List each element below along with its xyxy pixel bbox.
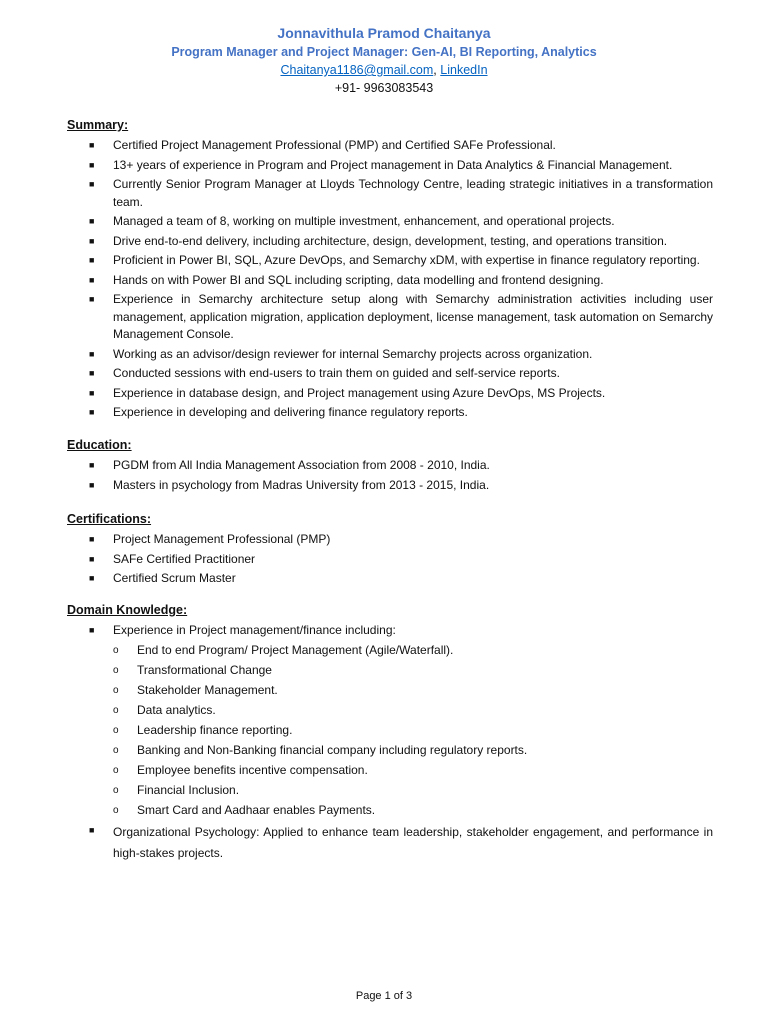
list-item: ■ Currently Senior Program Manager at Lloyds Technology Centre, leading strategic initiatives in a transformation team. [89,177,713,209]
list-item: ■ Certified Scrum Master [67,570,713,588]
circle-bullet-icon: o [113,764,119,776]
education-section [67,437,713,496]
bullet-icon: ■ [89,553,95,564]
list-item: ■ Proficient in Power BI, SQL, Azure DevOps, and Semarchy xDM, with expertise in finance regulatory reporting. [67,252,713,270]
certifications-section [67,511,713,590]
bullet-icon: ■ [89,235,95,246]
circle-bullet-icon: o [113,744,119,756]
list-item: ■ PGDM from All India Management Association from 2008 - 2010, India. [67,457,713,475]
list-item: ■ Masters in psychology from Madras University from 2013 - 2015, India. [67,477,713,495]
circle-bullet-icon: o [113,664,119,676]
bullet-icon: ■ [89,460,95,470]
candidate-title: Program Manager and Project Manager: Gen-AI, BI Reporting, Analytics [171,45,597,59]
circle-bullet-icon: o [113,704,119,716]
bullet-icon: ■ [89,179,95,189]
resume-header [0,25,768,97]
list-item: ■ Organizational Psychology: Applied to enhance team leadership, stakeholder engagement, and performance in high-stakes projects. [67,822,713,864]
candidate-name: Jonnavithula Pramod Chaitanya [277,25,491,41]
list-item: ■ Drive end-to-end delivery, including architecture, design, development, testing, and operations transition. [67,233,713,251]
circle-bullet-icon: o [113,804,119,816]
bullet-icon: ■ [89,625,95,635]
circle-bullet-icon: o [113,724,119,736]
bullet-icon: ■ [89,294,95,304]
bullet-icon: ■ [89,479,95,490]
list-item: ■ Experience in developing and delivering finance regulatory reports. [67,404,713,422]
bullet-icon: ■ [89,407,95,417]
sub-list-item: o End to end Program/ Project Management (Agile/Waterfall). [67,642,713,660]
circle-bullet-icon: o [113,784,119,796]
bullet-icon: ■ [89,368,95,378]
email-link[interactable]: Chaitanya1186@gmail.com [280,63,434,77]
bullet-icon: ■ [89,573,95,583]
list-item: ■ Certified Project Management Professional (PMP) and Certified SAFe Professional. [67,137,713,155]
summary-list [67,137,713,422]
bullet-icon: ■ [89,387,95,398]
certifications-list [67,531,713,588]
sub-list-item: o Smart Card and Aadhaar enables Payments. [67,802,713,820]
sub-list-item: o Leadership finance reporting. [67,722,713,740]
list-item: ■ Working as an advisor/design reviewer for internal Semarchy projects across organization. [67,346,713,364]
bullet-icon: ■ [89,216,95,226]
domain-knowledge-section [67,602,713,866]
bullet-icon: ■ [89,274,95,285]
page-number: Page 1 of 3 [355,990,413,1002]
list-item: ■ Project Management Professional (PMP) [67,531,713,549]
list-item: ■ Experience in Project management/finance including: [67,622,713,640]
bullet-icon: ■ [89,159,95,170]
domain-list [67,622,713,640]
sub-list-item: o Transformational Change [67,662,713,680]
sub-list-item: o Financial Inclusion. [67,782,713,800]
list-item: ■ Hands on with Power BI and SQL including scripting, data modelling and frontend designing. [67,272,713,290]
education-list [67,457,713,494]
list-item: ■ 13+ years of experience in Program and Project management in Data Analytics & Financial Management. [67,157,713,175]
circle-bullet-icon: o [113,684,119,696]
list-item: ■ Experience in database design, and Project management using Azure DevOps, MS Projects. [67,385,713,403]
phone-number: +91- 9963083543 [334,81,434,95]
list-item: ■ SAFe Certified Practitioner [67,551,713,569]
bullet-icon: ■ [89,824,95,835]
bullet-icon: ■ [89,534,95,544]
list-item: ■ Conducted sessions with end-users to train them on guided and self-service reports. [67,365,713,383]
sub-list-item: o Stakeholder Management. [67,682,713,700]
bullet-icon: ■ [89,348,95,359]
section-title: Summary: [67,118,129,132]
sub-list-item: o Banking and Non-Banking financial company including regulatory reports. [67,742,713,760]
section-title: Certifications: [67,512,152,526]
section-title: Education: [67,438,132,452]
list-item: ■ Experience in Semarchy architecture setup along with Semarchy administration activities including user management, application migration, application deployment, license management, task automation on Semarchy Management Console. [89,292,713,341]
domain-list-continued [67,822,713,864]
bullet-icon: ■ [89,140,95,150]
sub-list-item: o Employee benefits incentive compensation. [67,762,713,780]
contact-line [0,61,768,79]
bullet-icon: ■ [89,255,95,265]
section-title: Domain Knowledge: [67,603,188,617]
contact-separator: , [433,63,437,77]
summary-section [67,117,713,424]
sub-list-item: o Data analytics. [67,702,713,720]
domain-sublist [67,642,713,820]
linkedin-link[interactable]: LinkedIn [440,63,488,77]
list-item: ■ Managed a team of 8, working on multiple investment, enhancement, and operational projects. [67,213,713,231]
circle-bullet-icon: o [113,644,119,656]
